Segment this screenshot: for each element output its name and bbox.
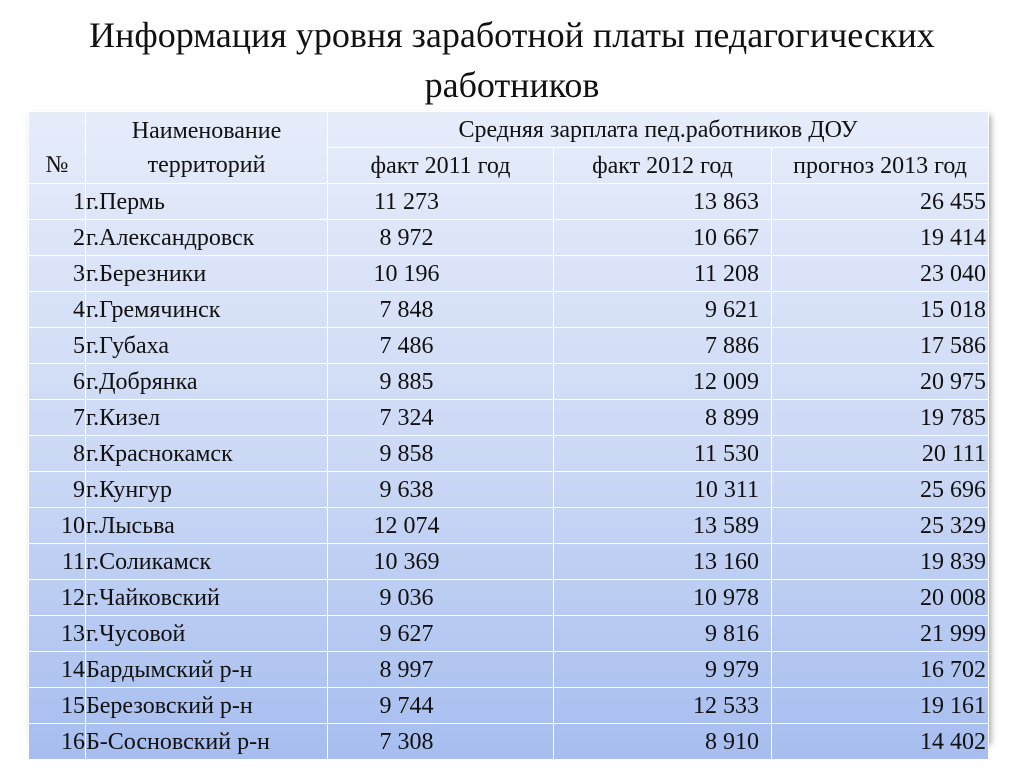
table-body: [29, 184, 989, 760]
value-2012: 7 886: [554, 328, 772, 364]
value-2013: 20 111: [772, 436, 989, 472]
value-2012: 8 910: [554, 724, 772, 760]
value-2013: 14 402: [772, 724, 989, 760]
value-2013: 17 586: [772, 328, 989, 364]
value-2011: 7 848: [328, 292, 554, 328]
value-2012: 13 160: [554, 544, 772, 580]
table-row: [29, 616, 989, 652]
territory-name: г.Губаха: [86, 328, 328, 364]
table-row: [29, 400, 989, 436]
value-2012: 13 863: [554, 184, 772, 220]
salary-table: [28, 111, 989, 760]
value-2013: 19 161: [772, 688, 989, 724]
value-2013: 25 329: [772, 508, 989, 544]
territory-name: г.Добрянка: [86, 364, 328, 400]
value-2011: 9 885: [328, 364, 554, 400]
row-number: 14: [29, 652, 86, 688]
value-2013: 23 040: [772, 256, 989, 292]
header-2012: факт 2012 год: [554, 148, 772, 184]
value-2012: 10 978: [554, 580, 772, 616]
value-2013: 15 018: [772, 292, 989, 328]
territory-name: г.Гремячинск: [86, 292, 328, 328]
page-title: [0, 10, 1024, 110]
salary-table-container: [28, 111, 988, 755]
header-num: №: [29, 112, 86, 184]
value-2011: 10 369: [328, 544, 554, 580]
value-2012: 10 667: [554, 220, 772, 256]
value-2012: 12 009: [554, 364, 772, 400]
row-number: 8: [29, 436, 86, 472]
value-2011: 8 972: [328, 220, 554, 256]
title-line-1: Информация уровня заработной платы педагогических: [89, 15, 935, 55]
row-number: 11: [29, 544, 86, 580]
value-2012: 11 208: [554, 256, 772, 292]
value-2012: 10 311: [554, 472, 772, 508]
territory-name: г.Березники: [86, 256, 328, 292]
value-2013: 19 839: [772, 544, 989, 580]
row-number: 10: [29, 508, 86, 544]
value-2011: 9 858: [328, 436, 554, 472]
value-2012: 13 589: [554, 508, 772, 544]
territory-name: г.Александровск: [86, 220, 328, 256]
table-row: [29, 256, 989, 292]
row-number: 2: [29, 220, 86, 256]
value-2011: 11 273: [328, 184, 554, 220]
value-2013: 16 702: [772, 652, 989, 688]
value-2012: 9 816: [554, 616, 772, 652]
row-number: 6: [29, 364, 86, 400]
row-number: 1: [29, 184, 86, 220]
row-number: 16: [29, 724, 86, 760]
table-row: [29, 508, 989, 544]
value-2013: 26 455: [772, 184, 989, 220]
value-2013: 20 008: [772, 580, 989, 616]
header-2011: факт 2011 год: [328, 148, 554, 184]
row-number: 12: [29, 580, 86, 616]
value-2012: 11 530: [554, 436, 772, 472]
value-2011: 10 196: [328, 256, 554, 292]
table-row: [29, 184, 989, 220]
header-group: Средняя зарплата пед.работников ДОУ: [328, 112, 989, 148]
value-2011: 9 036: [328, 580, 554, 616]
table-row: [29, 364, 989, 400]
value-2013: 19 414: [772, 220, 989, 256]
value-2011: 7 486: [328, 328, 554, 364]
header-name-line-2: территорий: [147, 151, 266, 178]
header-2013: прогноз 2013 год: [772, 148, 989, 184]
header-row-1: [29, 112, 989, 148]
header-name-line-1: Наименование: [131, 117, 282, 144]
table-row: [29, 652, 989, 688]
territory-name: г.Кунгур: [86, 472, 328, 508]
row-number: 5: [29, 328, 86, 364]
table-row: [29, 328, 989, 364]
value-2013: 21 999: [772, 616, 989, 652]
table-row: [29, 724, 989, 760]
row-number: 9: [29, 472, 86, 508]
value-2011: 7 308: [328, 724, 554, 760]
row-number: 13: [29, 616, 86, 652]
value-2011: 9 744: [328, 688, 554, 724]
value-2013: 20 975: [772, 364, 989, 400]
value-2012: 9 621: [554, 292, 772, 328]
territory-name: Березовский р-н: [86, 688, 328, 724]
table-row: [29, 688, 989, 724]
table-row: [29, 220, 989, 256]
row-number: 7: [29, 400, 86, 436]
value-2011: 9 638: [328, 472, 554, 508]
territory-name: г.Чайковский: [86, 580, 328, 616]
value-2012: 9 979: [554, 652, 772, 688]
row-number: 3: [29, 256, 86, 292]
territory-name: г.Чусовой: [86, 616, 328, 652]
value-2011: 12 074: [328, 508, 554, 544]
territory-name: г.Кизел: [86, 400, 328, 436]
value-2011: 8 997: [328, 652, 554, 688]
territory-name: г.Лысьва: [86, 508, 328, 544]
value-2011: 7 324: [328, 400, 554, 436]
table-row: [29, 544, 989, 580]
row-number: 4: [29, 292, 86, 328]
territory-name: Б-Сосновский р-н: [86, 724, 328, 760]
territory-name: г.Соликамск: [86, 544, 328, 580]
territory-name: Бардымский р-н: [86, 652, 328, 688]
header-name: [86, 112, 328, 184]
value-2013: 25 696: [772, 472, 989, 508]
row-number: 15: [29, 688, 86, 724]
table-row: [29, 292, 989, 328]
value-2012: 12 533: [554, 688, 772, 724]
territory-name: г.Пермь: [86, 184, 328, 220]
territory-name: г.Краснокамск: [86, 436, 328, 472]
table-row: [29, 436, 989, 472]
title-line-2: работников: [424, 65, 600, 105]
table-row: [29, 472, 989, 508]
table-row: [29, 580, 989, 616]
value-2013: 19 785: [772, 400, 989, 436]
value-2011: 9 627: [328, 616, 554, 652]
value-2012: 8 899: [554, 400, 772, 436]
